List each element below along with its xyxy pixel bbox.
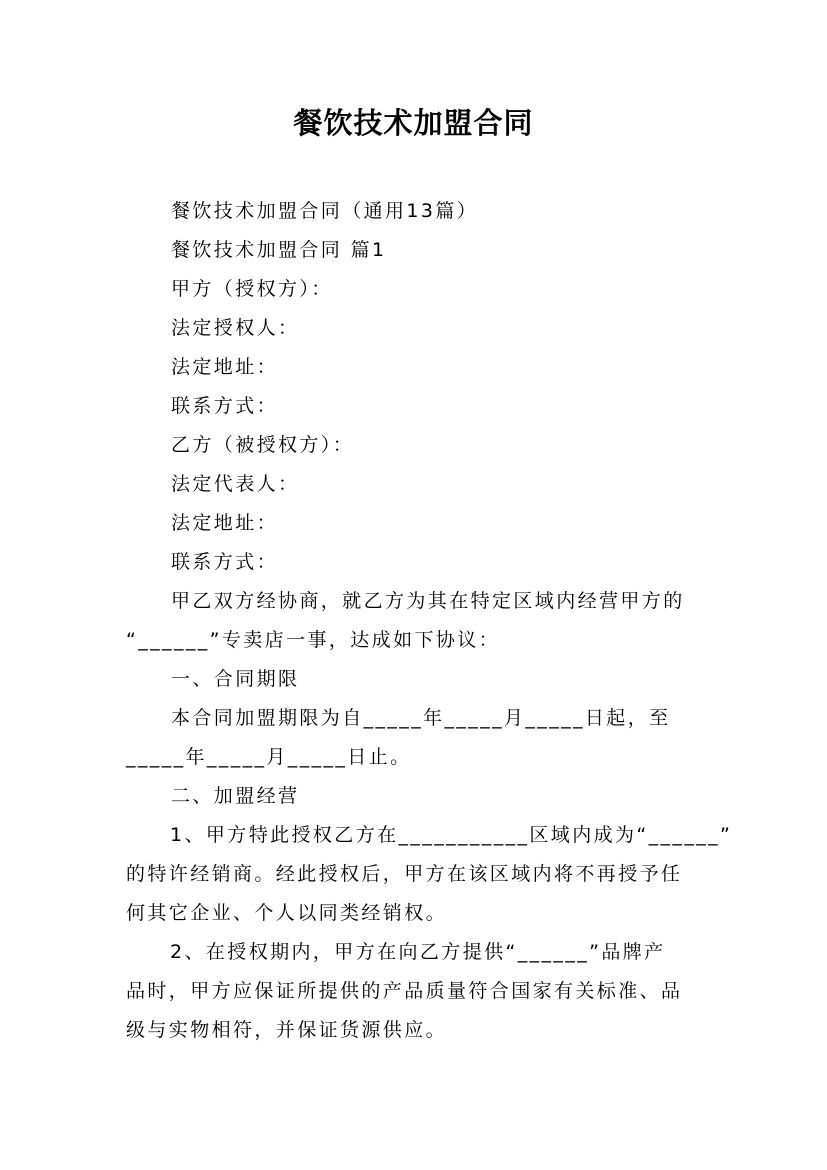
doc-line-chapter: 餐饮技术加盟合同 篇1 [171,239,387,261]
doc-line-representative: 法定代表人： [171,473,300,495]
doc-line-party-a: 甲方（授权方）： [171,278,333,300]
doc-line-clause-1a: 1、甲方特此授权乙方在___________区域内成为“______” [170,824,733,846]
doc-line-contact-b: 联系方式： [171,551,279,573]
doc-line-contact-a: 联系方式： [171,395,279,417]
doc-line-clause-2b: 品时，甲方应保证所提供的产品质量符合国家有关标准、品 [126,980,683,1002]
doc-line-party-b: 乙方（被授权方）： [171,434,355,456]
doc-line-term-2: _____年_____月_____日止。 [126,746,412,768]
doc-line-address-b: 法定地址： [171,512,279,534]
doc-line-clause-2a: 2、在授权期内，甲方在向乙方提供“______”品牌产 [170,941,666,963]
document-title: 餐饮技术加盟合同 [293,106,534,140]
doc-line-preamble-1: 甲乙双方经协商，就乙方为其在特定区域内经营甲方的 [171,590,685,612]
doc-line-clause-2c: 级与实物相符，并保证货源供应。 [126,1019,448,1041]
doc-line-subtitle: 餐饮技术加盟合同（通用13篇） [171,200,479,222]
doc-line-clause-1c: 何其它企业、个人以同类经销权。 [126,902,448,924]
doc-line-preamble-2: “______”专卖店一事，达成如下协议： [126,629,501,651]
doc-line-section-2-heading: 二、加盟经营 [171,785,300,807]
doc-line-address-a: 法定地址： [171,356,279,378]
doc-line-term-1: 本合同加盟期限为自_____年_____月_____日起，至 [171,707,671,729]
doc-line-section-1-heading: 一、合同期限 [171,668,300,690]
doc-line-clause-1b: 的特许经销商。经此授权后，甲方在该区域内将不再授予任 [126,863,683,885]
doc-line-authorized-person: 法定授权人： [171,317,300,339]
